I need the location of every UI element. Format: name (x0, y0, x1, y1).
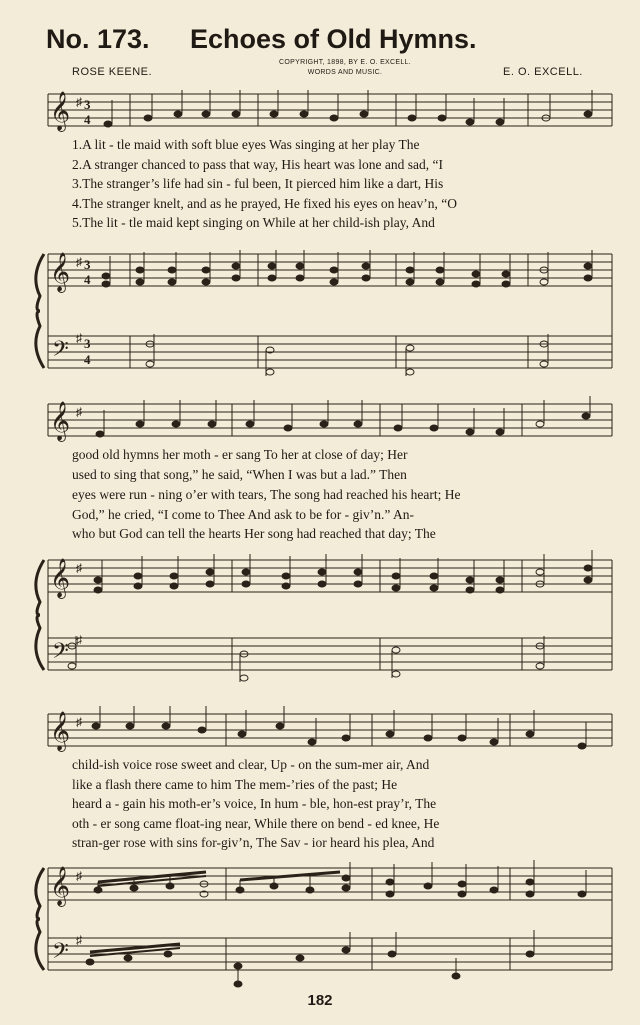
verse-line-2-3: eyes were run - ning o’er with tears, The song had reached his heart; He (72, 487, 461, 502)
svg-text:♯: ♯ (76, 95, 82, 109)
piano-grand-staff (0, 546, 640, 692)
svg-text:♯: ♯ (76, 561, 82, 575)
svg-text:4: 4 (84, 352, 91, 367)
hymn-number: No. 173. (46, 24, 150, 54)
verse-line-2-1: good old hymns her moth - er sang To her at close of day; Her (72, 447, 408, 462)
verse-line-3-3: heard a - gain his moth-er’s voice, In hum - ble, hon-est pray’r, The (72, 796, 437, 811)
svg-text:𝄞: 𝄞 (50, 252, 71, 292)
svg-text:♯: ♯ (76, 715, 82, 729)
verse-line-3-1: child-ish voice rose sweet and clear, Up - on the sum-mer air, And (72, 757, 430, 772)
svg-text:♯: ♯ (76, 869, 82, 883)
verse-number: 1. (72, 137, 83, 152)
svg-text:𝄞: 𝄞 (50, 866, 71, 906)
svg-text:♯: ♯ (76, 933, 82, 947)
svg-text:4: 4 (84, 112, 91, 127)
verse-line-1-2 (72, 157, 443, 173)
verse-number: 4. (72, 196, 83, 211)
piano-grand-staff (0, 854, 640, 990)
svg-text:𝄢: 𝄢 (52, 639, 69, 669)
svg-text:♯: ♯ (76, 331, 82, 345)
lyric-line: The stranger knelt, and as he prayed, He fixed his eyes on heav’n, “O (82, 196, 457, 211)
verse-line-1-1 (72, 137, 419, 153)
verse-line-1-5 (72, 215, 435, 231)
svg-text:𝄞: 𝄞 (50, 558, 71, 598)
verse-line-1-3 (72, 176, 443, 192)
verse-line-3-5: stran-ger rose with sins for-giv’n, The Sav - ior heard his plea, And (72, 835, 435, 850)
verse-line-3-4: oth - er song came float-ing near, While there on bend - ed knee, He (72, 816, 440, 831)
hymn-title: Echoes of Old Hymns. (190, 24, 477, 54)
verse-line-1-4 (72, 196, 457, 212)
verse-line-2-4: God,” he cried, “I come to Thee And ask to be for - giv’n.” An- (72, 507, 415, 522)
svg-text:♯: ♯ (76, 255, 82, 269)
lyric-line: The stranger’s life had sin - ful been, It pierced him like a dart, His (82, 176, 444, 191)
svg-text:3: 3 (84, 336, 91, 351)
lyric-line: A lit - tle maid with soft blue eyes Was singing at her play The (82, 137, 420, 152)
copyright-line: COPYRIGHT, 1898, BY E. O. EXCELL. (279, 59, 411, 66)
verse-line-2-5: who but God can tell the hearts Her song had reached that day; The (72, 526, 436, 541)
page-number: 182 (307, 992, 333, 1009)
svg-text:4: 4 (84, 272, 91, 287)
svg-text:3: 3 (84, 257, 91, 272)
copyright-line: WORDS AND MUSIC. (307, 69, 383, 76)
lyric-line: A stranger chanced to pass that way, His heart was lone and sad, “I (82, 157, 444, 172)
lyricist-credit: ROSE KEENE. (72, 66, 153, 78)
svg-text:3: 3 (84, 97, 91, 112)
svg-text:𝄢: 𝄢 (52, 337, 69, 367)
melody-staff (0, 706, 640, 756)
verse-line-3-2: like a flash there came to him The mem-’ries of the past; He (72, 777, 398, 792)
svg-text:𝄞: 𝄞 (50, 91, 71, 131)
verse-number: 2. (72, 157, 83, 172)
verse-line-2-2: used to sing that song,” he said, “When I was but a lad.” Then (72, 467, 407, 482)
copyright-notice (250, 58, 440, 78)
svg-text:♯: ♯ (76, 405, 82, 419)
svg-text:𝄞: 𝄞 (50, 711, 71, 751)
verse-number: 5. (72, 215, 83, 230)
svg-text:♯: ♯ (76, 633, 82, 647)
svg-text:𝄞: 𝄞 (50, 401, 71, 441)
composer-credit: E. O. EXCELL. (503, 66, 583, 78)
lyric-line: The lit - tle maid kept singing on While at her child-ish play, And (82, 215, 435, 230)
melody-staff (0, 396, 640, 446)
piano-grand-staff (0, 236, 640, 382)
verse-number: 3. (72, 176, 83, 191)
melody-staff (0, 86, 640, 136)
svg-text:𝄢: 𝄢 (52, 939, 69, 969)
